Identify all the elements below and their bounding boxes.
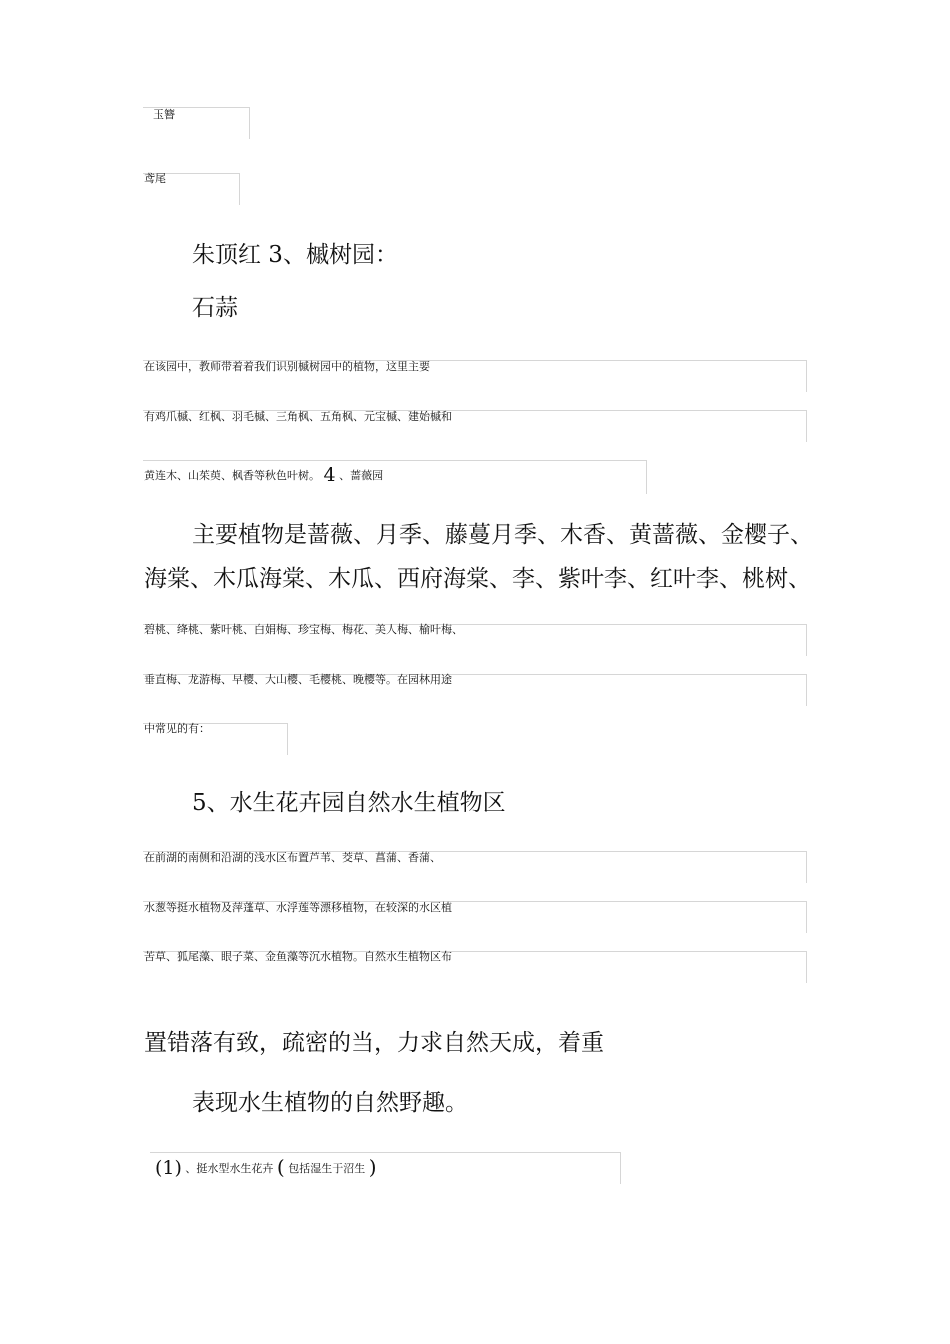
paragraph-line: [144, 464, 384, 486]
paragraph-line: 表现水生植物的自然野趣。: [192, 1090, 468, 1116]
paragraph-line: 垂直梅、龙游梅、早樱、大山樱、毛樱桃、晚樱等。在园林用途: [144, 673, 452, 686]
paragraph-line: 碧桃、绛桃、紫叶桃、白娟梅、珍宝梅、梅花、美人梅、榆叶梅、: [144, 623, 463, 636]
section-number: 4: [323, 464, 336, 486]
subsection-number: (1): [155, 1157, 182, 1179]
subsection-title: 、挺水型水生花卉: [185, 1162, 274, 1175]
paragraph-line: 主要植物是蔷薇、月季、藤蔓月季、木香、黄蔷薇、金樱子、: [192, 522, 813, 548]
plant-name-line: 鸢尾: [144, 172, 166, 185]
paragraph-line: 有鸡爪槭、红枫、羽毛槭、三角枫、五角枫、元宝槭、建始槭和: [144, 410, 452, 423]
paragraph-line: 在该园中，教师带着着我们识别槭树园中的植物，这里主要: [144, 360, 430, 373]
subsection-heading-line: [155, 1155, 377, 1179]
section-heading-line: 朱顶红 3、槭树园：: [192, 242, 398, 268]
paragraph-line: 水葱等挺水植物及萍蓬草、水浮莲等漂移植物，在较深的水区植: [144, 901, 452, 914]
paragraph-line: 海棠、木瓜海棠、木瓜、西府海棠、李、紫叶李、红叶李、桃树、: [144, 566, 811, 592]
paragraph-line: 置错落有致，疏密的当，力求自然天成，着重: [144, 1030, 604, 1056]
section-heading-line: 5、水生花卉园自然水生植物区: [192, 790, 506, 816]
paragraph-line: 在前湖的南侧和沿湖的浅水区布置芦苇、茭草、菖蒲、香蒲、: [144, 851, 441, 864]
plant-name-line: 石蒜: [192, 295, 238, 321]
close-paren: ): [368, 1155, 377, 1179]
subsection-note: 包括湿生于沼生: [288, 1162, 366, 1175]
section-title: 、蔷薇园: [339, 469, 384, 482]
open-paren: (: [276, 1155, 285, 1179]
paragraph-text: 黄连木、山茱萸、枫香等秋色叶树。: [144, 469, 320, 482]
plant-name-line: 玉簪: [153, 108, 175, 121]
paragraph-line: 苦草、狐尾藻、眼子菜、金鱼藻等沉水植物。自然水生植物区布: [144, 950, 452, 963]
paragraph-line: 中常见的有：: [144, 722, 210, 735]
